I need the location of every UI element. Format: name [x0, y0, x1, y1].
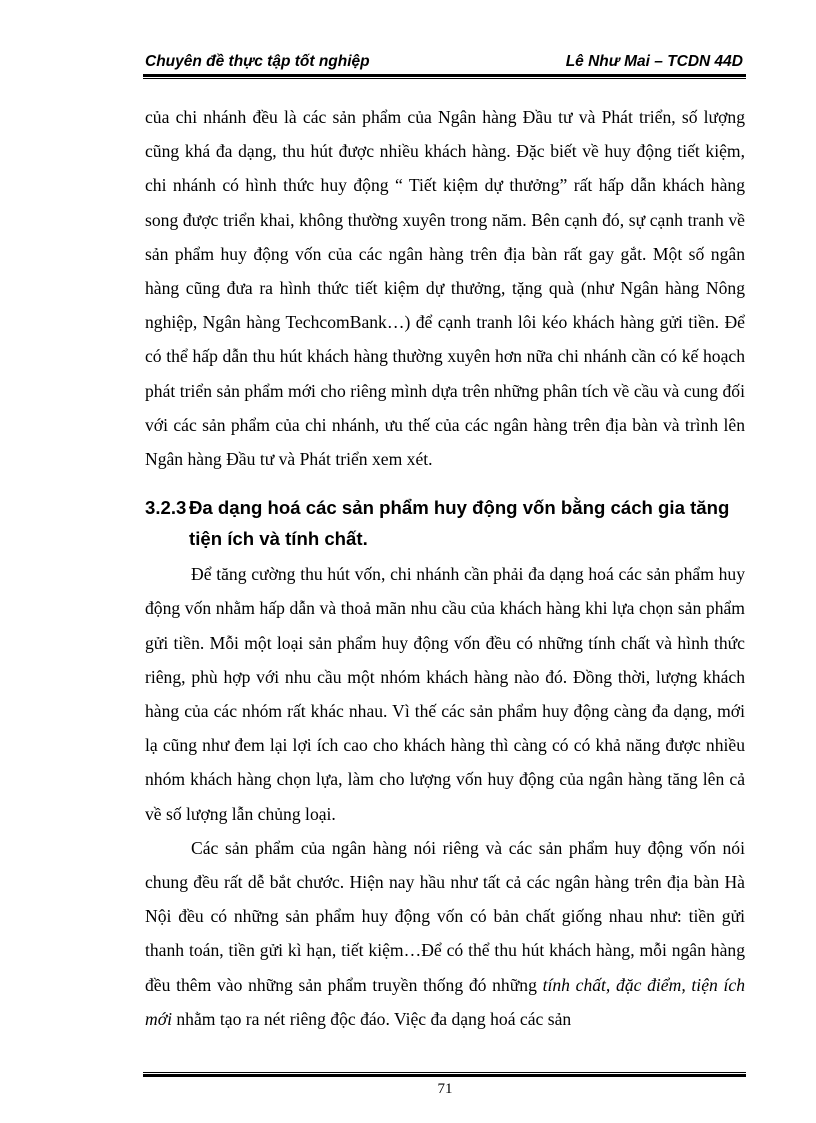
paragraph-products-end: nhằm tạo ra nét riêng độc đáo. Việc đa dạng hoá các sản — [171, 1008, 572, 1029]
paragraph-continuation: của chi nhánh đều là các sản phẩm của Ngân hàng Đầu tư và Phát triển, số lượng cũng khá đa dạng, thu hút được nhiều khách hàng. Đặc biết về huy động tiết kiệm, chi nhánh có hình thức huy động “ Tiết kiệm dự thưởng” rất hấp dẫn khách hàng song được triển khai, không thường xuyên trong năm. Bên cạnh đó, sự cạnh tranh về sản phẩm huy động vốn của các ngân hàng trên địa bàn rất gay gắt. Một số ngân hàng cũng đưa ra hình thức tiết kiệm dự thưởng, tặng quà (như Ngân hàng Nông nghiệp, Ngân hàng TechcomBank…) để cạnh tranh lôi kéo khách hàng gửi tiền. Để có thể hấp dẫn thu hút khách hàng thường xuyên hơn nữa chi nhánh cần có kế hoạch phát triển sản phẩm mới cho riêng mình dựa trên những phân tích về cầu và cung đối với các sản phẩm của chi nhánh, ưu thế của các ngân hàng trên địa bàn và trình lên Ngân hàng Đầu tư và Phát triển xem xét. — [145, 107, 745, 470]
footer-rule-thick — [143, 1074, 746, 1077]
footer-rule-thin — [143, 1072, 746, 1073]
page-body — [145, 100, 745, 1036]
header-author: Lê Như Mai – TCDN 44D — [565, 53, 743, 70]
header-document-title: Chuyên đề thực tập tốt nghiệp — [145, 53, 370, 70]
paragraph-products-emphasis: tính chất, đặc điểm, tiện ích mới — [145, 974, 745, 1029]
paragraph-diversify: Để tăng cường thu hút vốn, chi nhánh cần phải đa dạng hoá các sản phẩm huy động vốn nhằm hấp dẫn và thoả mãn nhu cầu của khách hàng khi lựa chọn sản phẩm gửi tiền. Mỗi một loại sản phẩm huy động vốn đều có những tính chất và hình thức riêng, phù hợp với nhu cầu một nhóm khách hàng nào đó. Đồng thời, lượng khách hàng của các nhóm rất khác nhau. Vì thế các sản phẩm huy động càng đa dạng, mới lạ cũng như đem lại lợi ích cao cho khách hàng thì càng có có khả năng được nhiều nhóm khách hàng chọn lựa, làm cho lượng vốn huy động của ngân hàng tăng lên cả về số lượng lẫn chủng loại. — [145, 564, 745, 824]
paragraph-products-start: Các sản phẩm của ngân hàng nói riêng và các sản phẩm huy động vốn nói chung đều rất dễ bắt chước. Hiện nay hầu như tất cả các ngân hàng trên địa bàn Hà Nội đều có những sản phẩm huy động vốn có bản chất giống nhau như: tiền gửi thanh toán, tiền gửi kì hạn, tiết kiệm…Để có thể thu hút khách hàng, mỗi ngân hàng đều thêm vào những sản phẩm truyền thống đó những — [145, 837, 745, 995]
section-number: 3.2.3 — [145, 497, 187, 519]
header-rule-thin — [143, 78, 746, 79]
header-rule-thick — [143, 74, 746, 77]
page-number: 71 — [437, 1081, 453, 1097]
page-header — [143, 50, 745, 74]
section-heading — [145, 492, 745, 554]
section-title: Đa dạng hoá các sản phẩm huy động vốn bằng cách gia tăng tiện ích và tính chất. — [189, 497, 730, 550]
paragraph-products — [145, 831, 745, 1036]
